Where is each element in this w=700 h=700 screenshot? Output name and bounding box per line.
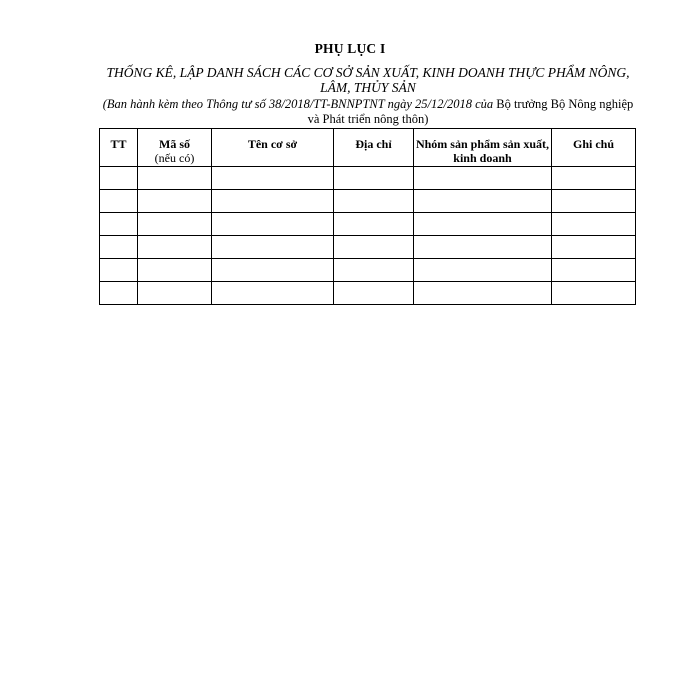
appendix-subtitle: THỐNG KÊ, LẬP DANH SÁCH CÁC CƠ SỞ SẢN XUẤT, KINH DOANH THỰC PHẨM NÔNG, LÂM, THỦY SẢN (106, 65, 630, 95)
appendix-title: PHỤ LỤC I (314, 41, 386, 56)
table-cell[interactable] (138, 236, 212, 259)
table-cell[interactable] (138, 190, 212, 213)
table-cell[interactable] (414, 236, 552, 259)
table-cell[interactable] (212, 236, 334, 259)
table-row (100, 167, 636, 190)
table-cell[interactable] (100, 167, 138, 190)
table-cell[interactable] (552, 190, 636, 213)
issuance-note-italic: (Ban hành kèm theo Thông tư số 38/2018/TT-BNNPTNT ngày 25/12/2018 của (102, 97, 494, 111)
table-cell[interactable] (212, 282, 334, 305)
issuance-note (100, 97, 636, 127)
table-row (100, 259, 636, 282)
header-tt: TT (100, 129, 138, 167)
table-row (100, 190, 636, 213)
table-cell[interactable] (552, 259, 636, 282)
table-cell[interactable] (414, 190, 552, 213)
table-cell[interactable] (100, 282, 138, 305)
header-ma-so-sub: (nếu có) (154, 151, 195, 165)
table-row (100, 282, 636, 305)
facility-list-table (99, 128, 636, 305)
table-cell[interactable] (212, 213, 334, 236)
table-cell[interactable] (334, 236, 414, 259)
table-cell[interactable] (100, 259, 138, 282)
table-header-row (100, 129, 636, 167)
table-cell[interactable] (100, 190, 138, 213)
table-cell[interactable] (100, 236, 138, 259)
table-cell[interactable] (552, 236, 636, 259)
table-cell[interactable] (552, 167, 636, 190)
table-cell[interactable] (414, 259, 552, 282)
table-cell[interactable] (334, 282, 414, 305)
table-cell[interactable] (138, 167, 212, 190)
header-dia-chi: Địa chỉ (334, 129, 414, 167)
table-cell[interactable] (334, 167, 414, 190)
table-cell[interactable] (334, 213, 414, 236)
table-cell[interactable] (552, 213, 636, 236)
issuance-note-plain: Bộ trưởng Bộ Nông nghiệp và Phát triển nông thôn) (307, 97, 634, 126)
header-ma-so: Mã số (nếu có) (138, 129, 212, 167)
table-cell[interactable] (414, 282, 552, 305)
table-cell[interactable] (552, 282, 636, 305)
table-cell[interactable] (414, 213, 552, 236)
table-row (100, 213, 636, 236)
header-ghi-chu: Ghi chú (552, 129, 636, 167)
table-cell[interactable] (334, 259, 414, 282)
header-nhom-san-pham: Nhóm sản phẩm sản xuất, kinh doanh (414, 129, 552, 167)
table-cell[interactable] (414, 167, 552, 190)
table-cell[interactable] (138, 259, 212, 282)
table-row (100, 236, 636, 259)
table-cell[interactable] (212, 259, 334, 282)
table-cell[interactable] (212, 190, 334, 213)
table-cell[interactable] (100, 213, 138, 236)
table-cell[interactable] (138, 213, 212, 236)
table-cell[interactable] (334, 190, 414, 213)
table-cell[interactable] (138, 282, 212, 305)
table-cell[interactable] (212, 167, 334, 190)
header-ten-co-so: Tên cơ sở (212, 129, 334, 167)
